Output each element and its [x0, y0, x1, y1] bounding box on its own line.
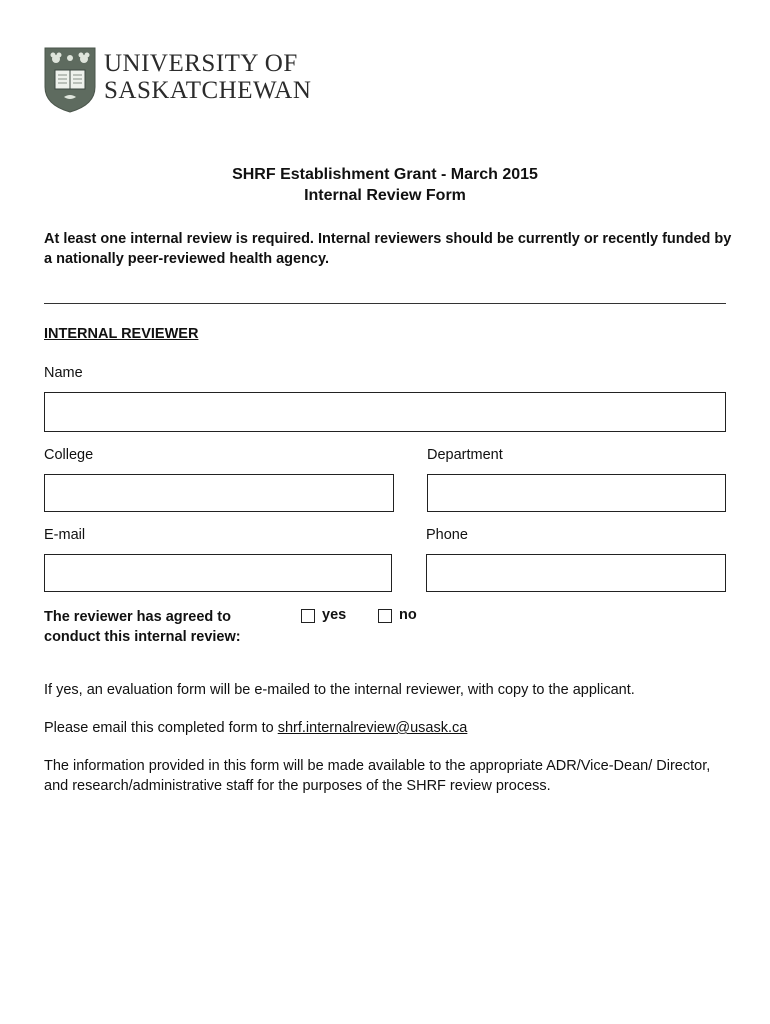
college-input[interactable]: [44, 474, 394, 512]
wordmark-line-1: UNIVERSITY OF: [104, 50, 298, 77]
yes-checkbox[interactable]: [301, 609, 315, 623]
name-input[interactable]: [44, 392, 726, 432]
email-instruction: [44, 718, 734, 738]
email-instruction-text: Please email this completed form to: [44, 720, 278, 736]
department-input[interactable]: [427, 474, 726, 512]
yes-label: yes: [322, 607, 347, 623]
section-divider: [44, 303, 726, 304]
section-heading: INTERNAL REVIEWER: [44, 326, 199, 342]
no-label: no: [399, 607, 417, 623]
phone-input[interactable]: [426, 554, 726, 592]
agreement-question-line1: The reviewer has agreed to: [44, 609, 231, 625]
name-label: Name: [44, 365, 83, 381]
university-wordmark: [104, 50, 311, 104]
university-crest-icon: [44, 47, 96, 113]
form-title: SHRF Establishment Grant - March 2015: [232, 166, 538, 183]
department-label: Department: [427, 447, 503, 463]
evaluation-note: If yes, an evaluation form will be e-mailed to the internal reviewer, with copy to the applicant.: [44, 682, 635, 698]
no-checkbox[interactable]: [378, 609, 392, 623]
email-label: E-mail: [44, 527, 86, 543]
wordmark-line-2: SASKATCHEWAN: [104, 77, 312, 104]
email-input[interactable]: [44, 554, 392, 592]
privacy-note: The information provided in this form will be made available to the appropriate ADR/Vice-Dean/ Director, and research/administrative staff for the purposes of the SHRF review process.: [44, 758, 711, 794]
agreement-question: [44, 607, 241, 647]
form-subtitle: Internal Review Form: [304, 187, 466, 204]
phone-label: Phone: [426, 527, 468, 543]
college-label: College: [44, 447, 94, 463]
submission-email-link[interactable]: shrf.internalreview@usask.ca: [277, 720, 468, 736]
agreement-question-line2: conduct this internal review:: [44, 629, 241, 645]
intro-text: At least one internal review is required. Internal reviewers should be currently or recently funded by a nationally peer-reviewed health agency.: [44, 231, 732, 267]
